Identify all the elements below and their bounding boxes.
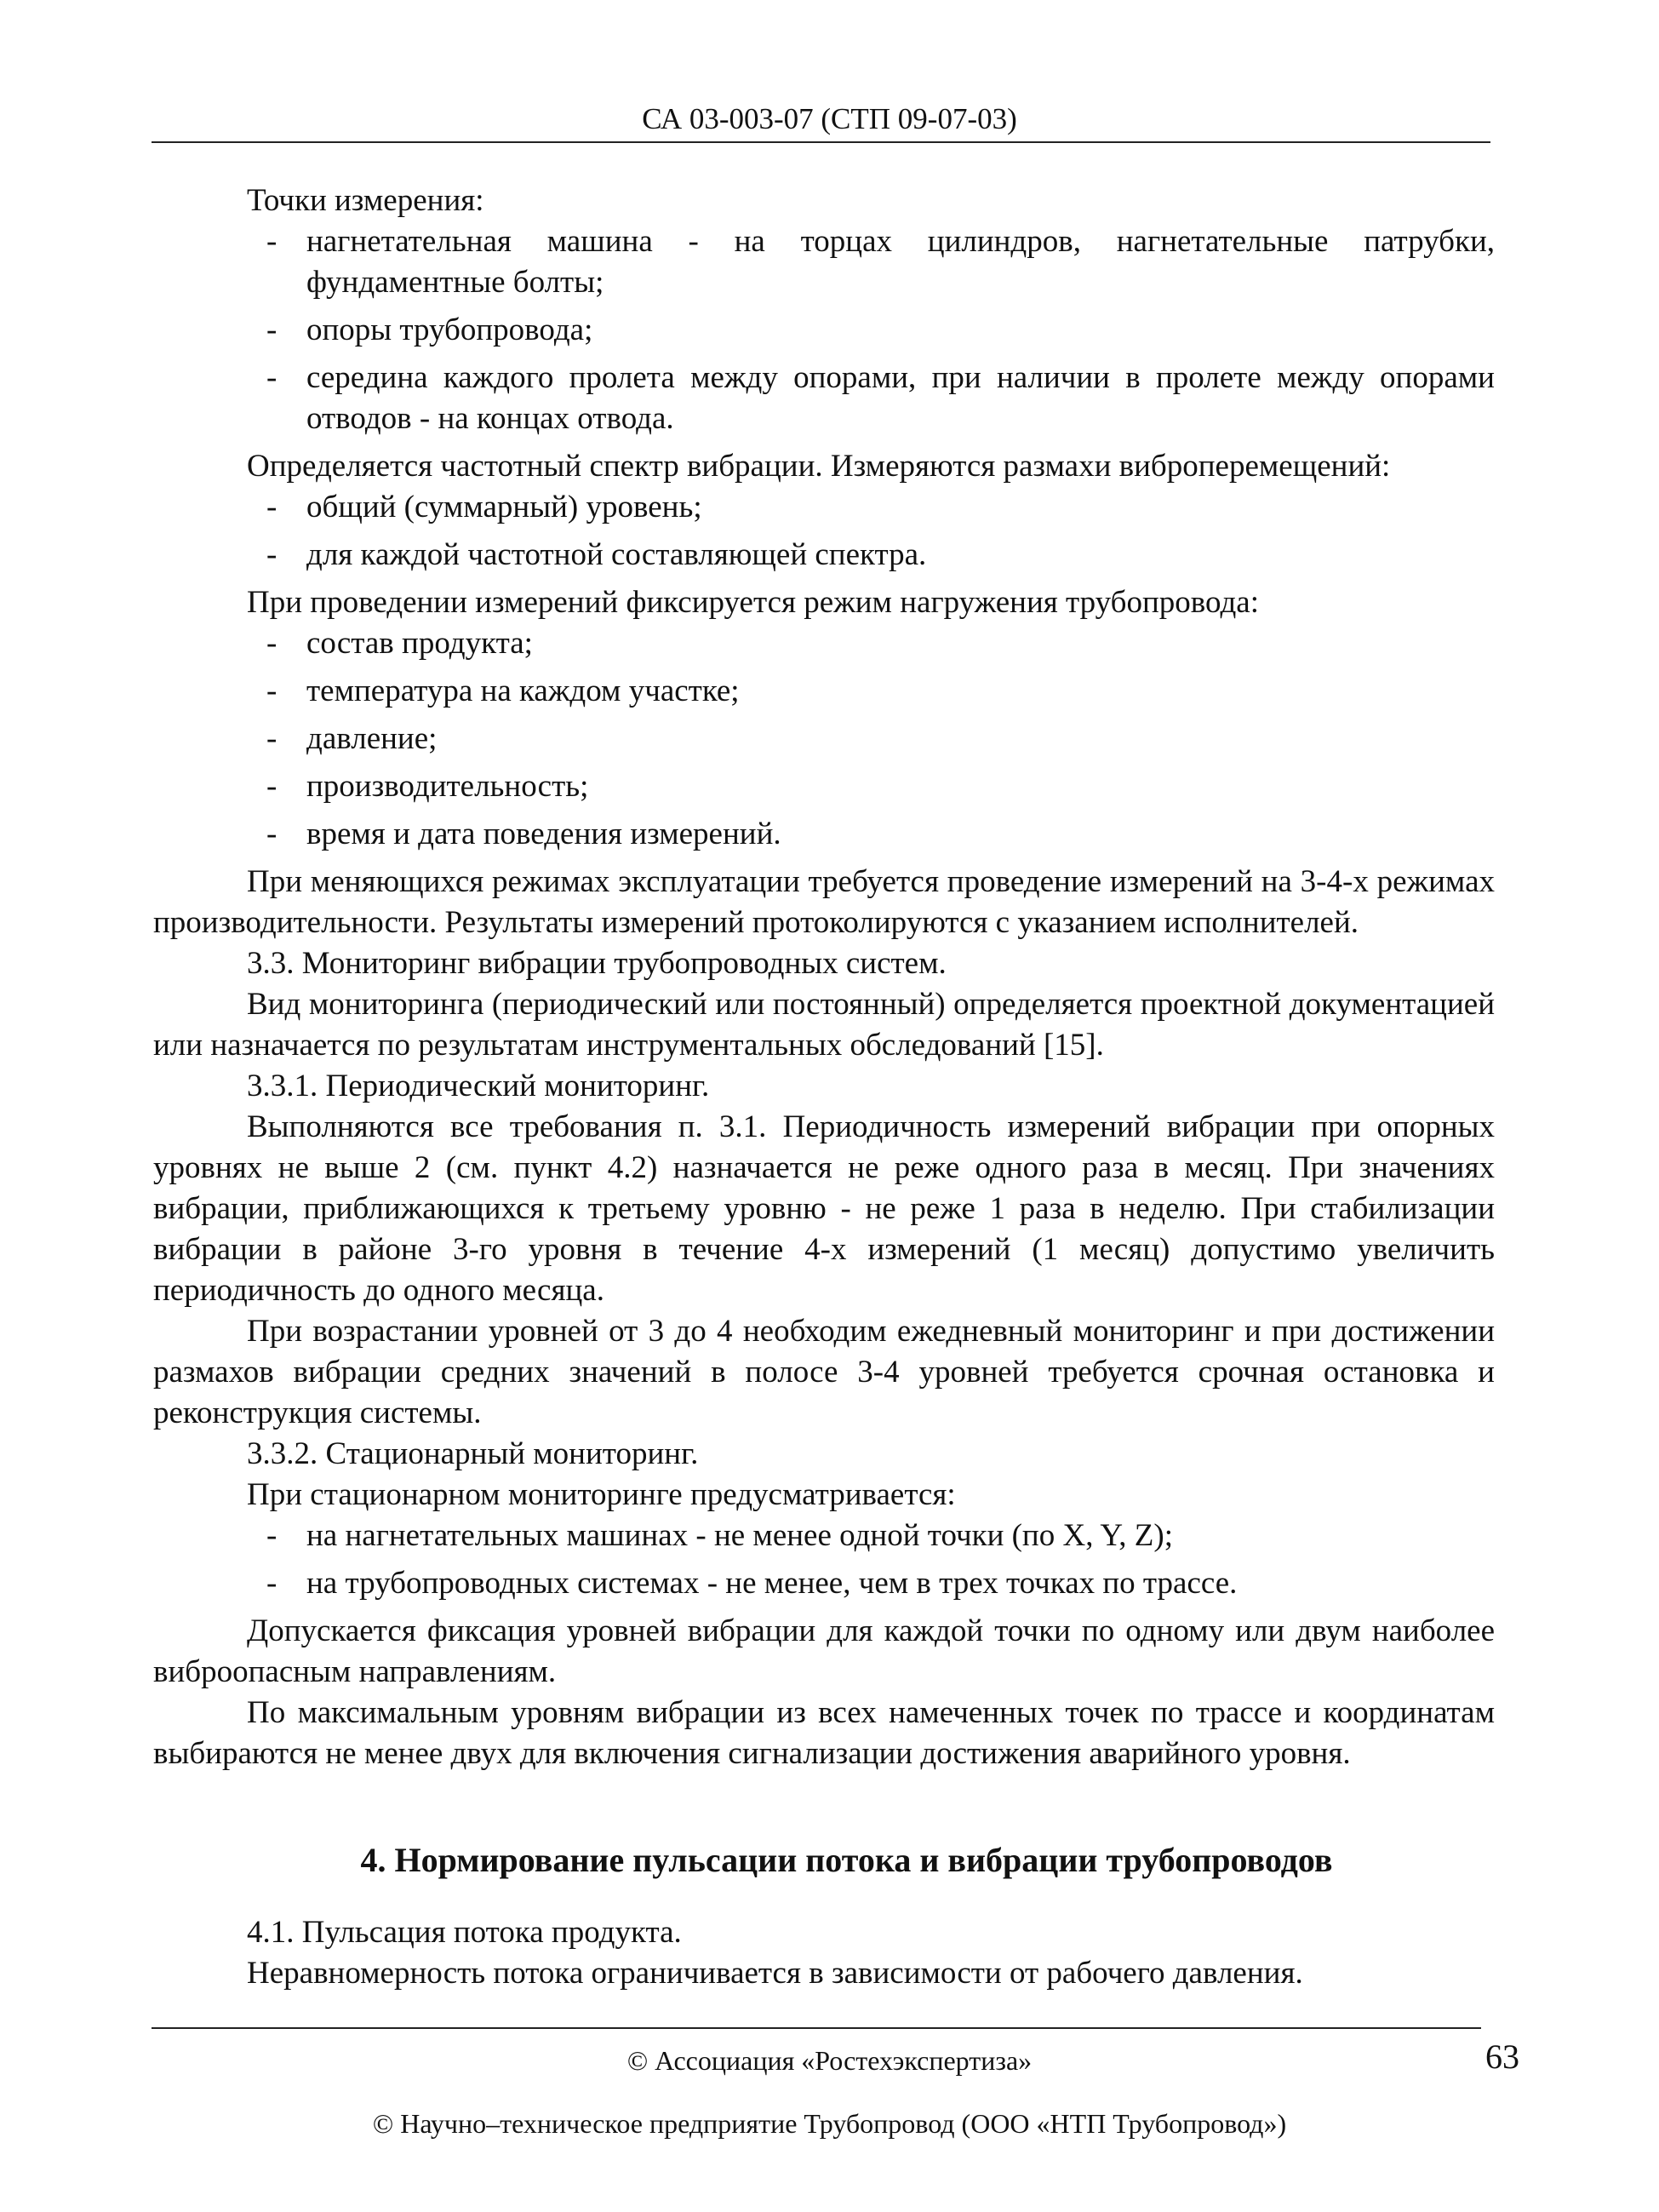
list-item: - производительность;: [153, 766, 1495, 807]
list-item: - общий (суммарный) уровень;: [153, 487, 1495, 528]
list-item: - для каждой частотной составляющей спектра.: [153, 535, 1495, 576]
section-3-3-2-title: 3.3.2. Стационарный мониторинг.: [247, 1436, 699, 1471]
section-3-3-1-title: 3.3.1. Периодический мониторинг.: [247, 1069, 710, 1103]
list-item: - на нагнетательных машинах - не менее одной точки (по X, Y, Z);: [153, 1516, 1495, 1556]
section-3-3-title: 3.3. Мониторинг вибрации трубопроводных систем.: [247, 946, 947, 981]
list-item: - давление;: [153, 719, 1495, 759]
section-3-3-2-label: При стационарном мониторинге предусматривается:: [247, 1477, 956, 1512]
section-3-3-1-text-2: При возрастании уровней от 3 до 4 необходим ежедневный мониторинг и при достижении размахов вибрации средних значений в полосе 3-4 уровней требуется срочная остановка и реконструкция системы.: [153, 1314, 1495, 1430]
section-4-1-text: Неравномерность потока ограничивается в зависимости от рабочего давления.: [247, 1956, 1303, 1991]
list-item: - температура на каждом участке;: [153, 671, 1495, 712]
list-item: - нагнетательная машина - на торцах цилиндров, нагнетательные патрубки, фундаментные болты;: [153, 221, 1495, 303]
section-3-3-1-text: Выполняются все требования п. 3.1. Периодичность измерений вибрации при опорных уровнях не выше 2 (см. пункт 4.2) назначается не реже одного раза в месяц. При значениях вибрации, приближающихся к третьему уровню - не реже 1 раза в неделю. При стабилизации вибрации в районе 3-го уровня в течение 4-х измерений (1 месяц) допустимо увеличить периодичность до одного месяца.: [153, 1109, 1495, 1308]
footer-association: © Ассоциация «Ростехэкспертиза»: [626, 2045, 1033, 2076]
section-4-1-title: 4.1. Пульсация потока продукта.: [247, 1915, 682, 1950]
footer-rule: [152, 2027, 1481, 2029]
measurement-points-label: Точки измерения:: [247, 183, 484, 218]
list-item: - состав продукта;: [153, 623, 1495, 664]
list-item: - опоры трубопровода;: [153, 310, 1495, 351]
page-number: 63: [1485, 2037, 1519, 2076]
header-rule: [152, 141, 1490, 143]
fixation-paragraph: Допускается фиксация уровней вибрации для каждой точки по одному или двум наиболее виброопасным направлениям.: [153, 1613, 1495, 1689]
section-4-heading: 4. Нормирование пульсации потока и вибрации трубопроводов: [360, 1841, 1333, 1879]
page-body: [153, 181, 1495, 1774]
stationary-monitoring-list: [153, 1516, 1495, 1604]
spectrum-label: Определяется частотный спектр вибрации. Измеряются размахи виброперемещений:: [247, 449, 1391, 484]
alarm-paragraph: По максимальным уровням вибрации из всех намеченных точек по трассе и координатам выбираются не менее двух для включения сигнализации достижения аварийного уровня.: [153, 1695, 1495, 1771]
load-mode-list: [153, 623, 1495, 855]
modes-paragraph: При меняющихся режимах эксплуатации требуется проведение измерений на 3-4-х режимах производительности. Результаты измерений протоколируются с указанием исполнителей.: [153, 864, 1495, 940]
measurement-points-list: [153, 221, 1495, 439]
list-item: - середина каждого пролета между опорами, при наличии в пролете между опорами отводов - на концах отвода.: [153, 358, 1495, 439]
list-item: - время и дата поведения измерений.: [153, 814, 1495, 855]
spectrum-list: [153, 487, 1495, 576]
footer-enterprise: © Научно–техническое предприятие Трубопровод (ООО «НТП Трубопровод»): [372, 2108, 1287, 2139]
document-code-header: СА 03-003-07 (СТП 09-07-03): [642, 102, 1017, 135]
section-3-3-text: Вид мониторинга (периодический или постоянный) определяется проектной документацией или назначается по результатам инструментальных обследований [15].: [153, 987, 1495, 1063]
load-mode-label: При проведении измерений фиксируется режим нагружения трубопровода:: [247, 585, 1259, 620]
section-4-body: [153, 1912, 1495, 1994]
list-item: - на трубопроводных системах - не менее, чем в трех точках по трассе.: [153, 1563, 1495, 1604]
